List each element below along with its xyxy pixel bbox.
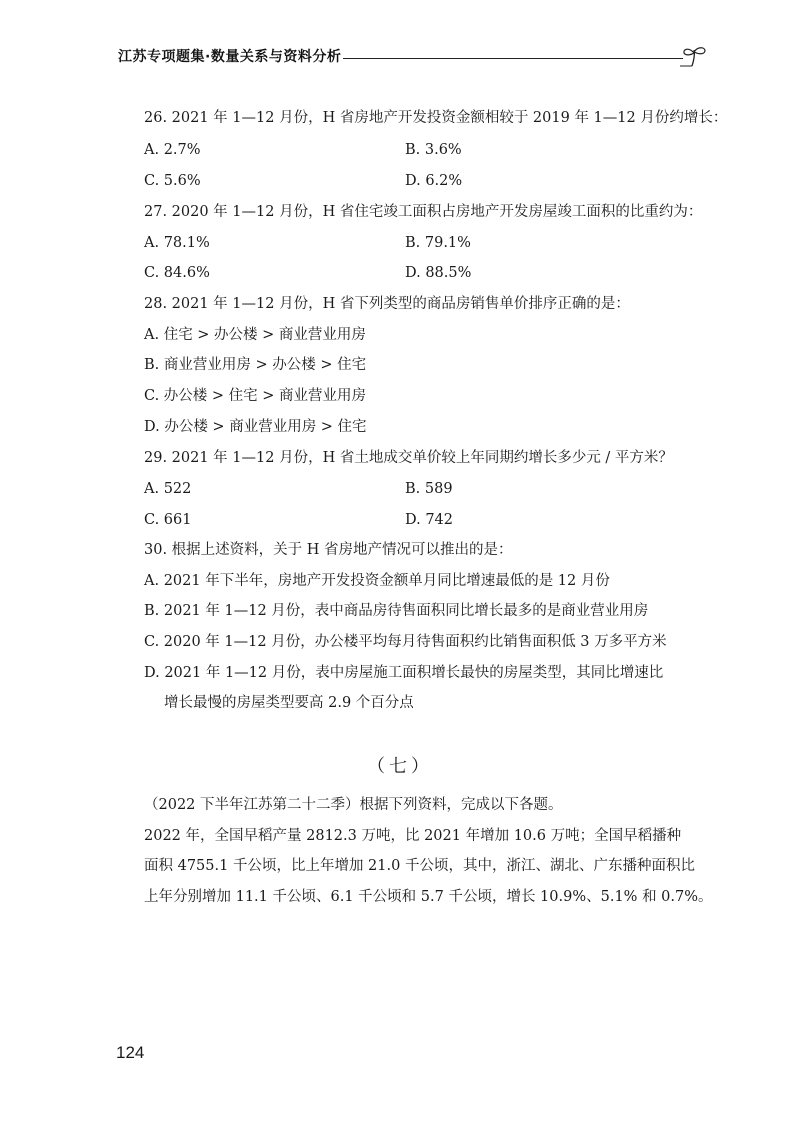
question-30-option-c: C. 2020 年 1—12 月份，办公楼平均每月待售面积约比销售面积低 3 万多平方米 xyxy=(144,634,667,650)
question-30-option-d-line2: 增长最慢的房屋类型要高 2.9 个百分点 xyxy=(164,695,414,711)
question-26-option-a: A. 2.7% xyxy=(144,142,201,158)
question-30-option-d-line1: D. 2021 年 1—12 月份，表中房屋施工面积增长最快的房屋类型，其同比增速比 xyxy=(144,665,664,681)
question-26-option-b: B. 3.6% xyxy=(405,142,462,158)
question-27-stem: 27. 2020 年 1—12 月份，H 省住宅竣工面积占房地产开发房屋竣工面积的比重约为： xyxy=(144,204,703,220)
question-28-option-c: C. 办公楼 > 住宅 > 商业营业用房 xyxy=(144,388,367,404)
question-30-option-b: B. 2021 年 1—12 月份，表中商品房待售面积同比增长最多的是商业营业用房 xyxy=(144,603,649,619)
question-28-option-b: B. 商业营业用房 > 办公楼 > 住宅 xyxy=(144,357,367,373)
paragraph-line-2: 面积 4755.1 千公顷，比上年增加 21.0 千公顷，其中，浙江、湖北、广东播种面积比 xyxy=(144,858,695,874)
running-header xyxy=(118,44,718,70)
question-30-option-a: A. 2021 年下半年，房地产开发投资金额单月同比增速最低的是 12 月份 xyxy=(144,573,610,589)
header-title: 江苏专项题集·数量关系与资料分析 xyxy=(118,49,342,65)
section-intro: （2022 下半年江苏第二十二季）根据下列资料，完成以下各题。 xyxy=(144,797,563,813)
question-26-option-d: D. 6.2% xyxy=(405,173,463,189)
question-29-option-a: A. 522 xyxy=(144,481,192,497)
question-29-option-d: D. 742 xyxy=(405,512,454,528)
question-26-stem: 26. 2021 年 1—12 月份，H 省房地产开发投资金额相较于 2019 年 1—12 月份约增长： xyxy=(144,110,728,126)
question-29-stem: 29. 2021 年 1—12 月份，H 省土地成交单价较上年同期约增长多少元 / 平方米？ xyxy=(144,450,673,466)
page-number: 124 xyxy=(116,1043,145,1062)
section-title: （七） xyxy=(367,756,433,777)
question-30-stem: 30. 根据上述资料，关于 H 省房地产情况可以推出的是： xyxy=(144,542,513,558)
question-27-option-b: B. 79.1% xyxy=(405,235,471,251)
paragraph-line-3: 上年分别增加 11.1 千公顷、6.1 千公顷和 5.7 千公顷，增长 10.9%、5.1% 和 0.7%。 xyxy=(144,889,713,905)
question-27-option-a: A. 78.1% xyxy=(144,235,210,251)
question-28-option-d: D. 办公楼 > 商业营业用房 > 住宅 xyxy=(144,419,367,435)
question-27-option-d: D. 88.5% xyxy=(405,265,472,281)
question-28-stem: 28. 2021 年 1—12 月份，H 省下列类型的商品房销售单价排序正确的是： xyxy=(144,296,630,312)
question-27-option-c: C. 84.6% xyxy=(144,265,210,281)
question-28-option-a: A. 住宅 > 办公楼 > 商业营业用房 xyxy=(144,327,366,343)
header-rule xyxy=(343,58,683,59)
question-26-option-c: C. 5.6% xyxy=(144,173,201,189)
question-29-option-c: C. 661 xyxy=(144,512,192,528)
question-29-option-b: B. 589 xyxy=(405,481,453,497)
sprout-icon xyxy=(678,44,714,70)
paragraph-line-1: 2022 年，全国早稻产量 2812.3 万吨，比 2021 年增加 10.6 万吨；全国早稻播种 xyxy=(144,828,682,844)
